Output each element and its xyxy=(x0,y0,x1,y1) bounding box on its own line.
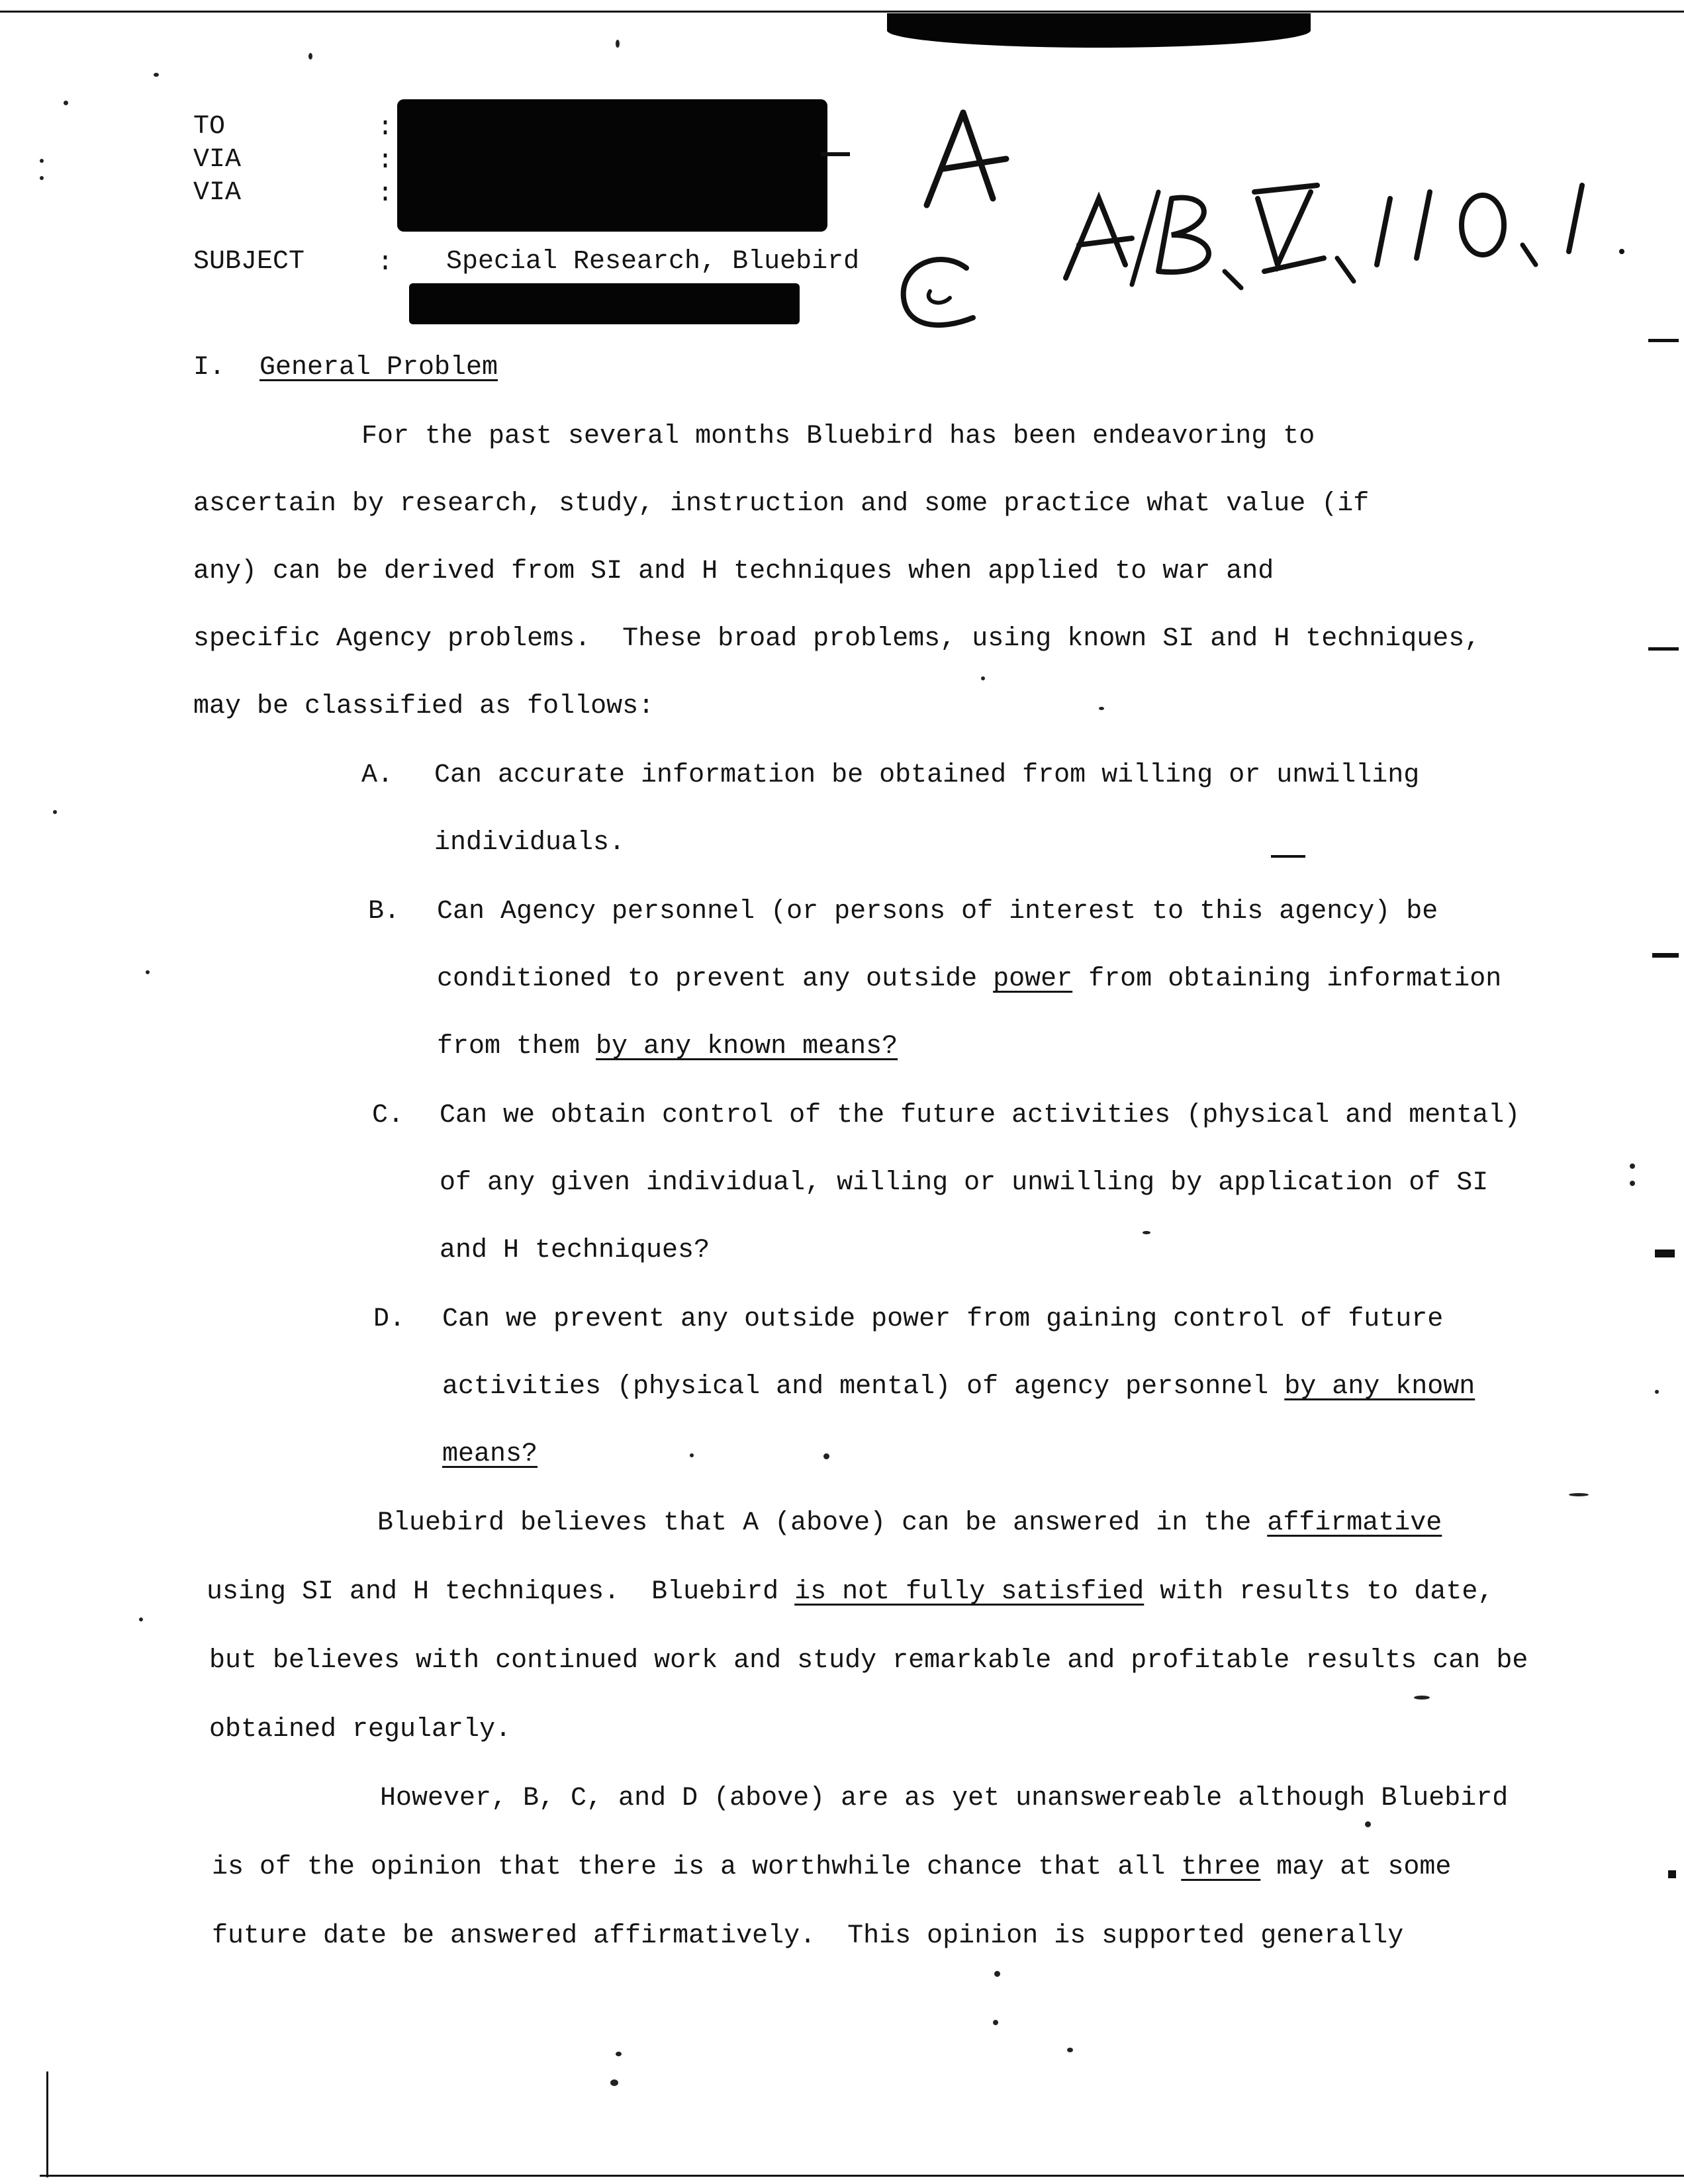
para3-line-1: However, B, C, and D (above) are as yet unanswereable although Bluebird xyxy=(380,1784,1509,1813)
speck xyxy=(994,1971,1000,1977)
speck xyxy=(154,73,159,77)
intro-line-4: specific Agency problems. These broad problems, using known SI and H techniques, xyxy=(193,624,1481,654)
to-label: TO xyxy=(193,112,226,142)
via-label-2: VIA xyxy=(193,178,242,208)
right-margin-mark-1 xyxy=(1648,339,1679,342)
para2-line-1 xyxy=(377,1510,1442,1537)
para3-line-2-end: may at some xyxy=(1260,1852,1452,1882)
speck xyxy=(690,1453,694,1457)
para2-underlined-affirmative: affirmative xyxy=(1267,1508,1442,1538)
handwriting-file-reference xyxy=(1059,172,1655,304)
item-b-line-1: Can Agency personnel (or persons of interest to this agency) be xyxy=(437,897,1438,927)
speck xyxy=(981,676,985,680)
right-margin-mark-3 xyxy=(1652,953,1679,958)
item-d-letter: D. xyxy=(373,1304,406,1334)
para2-line-2 xyxy=(207,1579,1493,1606)
right-margin-mark-2 xyxy=(1648,647,1679,651)
speck xyxy=(1630,1163,1635,1169)
item-d-underlined-known: by any known xyxy=(1284,1372,1475,1402)
item-b-line-2-end: from obtaining information xyxy=(1072,964,1502,994)
item-c-line-3: and H techniques? xyxy=(440,1236,710,1265)
subject-colon: : xyxy=(377,248,394,278)
intro-line-3: any) can be derived from SI and H techniques when applied to war and xyxy=(193,557,1274,586)
redaction-block-subject xyxy=(409,283,800,324)
item-c-letter: C. xyxy=(372,1101,404,1130)
item-c-line-2: of any given individual, willing or unwilling by application of SI xyxy=(440,1168,1489,1198)
para2-line-1-start: Bluebird believes that A (above) can be answered in the xyxy=(377,1508,1268,1538)
section-number: I. xyxy=(193,353,226,383)
handwriting-letter-c xyxy=(894,251,986,338)
item-a-line-2: individuals. xyxy=(434,828,626,858)
subject-label: SUBJECT xyxy=(193,247,305,277)
right-margin-mark-4 xyxy=(1655,1250,1675,1257)
item-d-line-2-start: activities (physical and mental) of agency personnel xyxy=(442,1372,1285,1402)
speck xyxy=(64,101,68,105)
subject-text: Special Research, Bluebird xyxy=(446,247,860,277)
item-d-line-2 xyxy=(442,1374,1475,1400)
item-b-line-2-start: conditioned to prevent any outside xyxy=(437,964,994,994)
item-c-line-1: Can we obtain control of the future activities (physical and mental) xyxy=(440,1101,1520,1130)
speck xyxy=(1365,1821,1371,1827)
speck xyxy=(1569,1493,1589,1496)
speck xyxy=(1143,1231,1150,1234)
item-d-line-3: means? xyxy=(442,1439,538,1469)
handwriting-letter-a xyxy=(913,106,1026,212)
to-colon: : xyxy=(377,113,394,143)
speck xyxy=(1099,707,1104,710)
top-border-line xyxy=(0,11,1684,13)
item-b-line-3-start: from them xyxy=(437,1032,596,1062)
item-a-letter: A. xyxy=(361,760,394,790)
via-colon-1: : xyxy=(377,146,394,176)
speck xyxy=(53,810,57,814)
via-colon-2: : xyxy=(377,179,394,209)
item-b-letter: B. xyxy=(368,897,400,927)
speck xyxy=(308,53,312,60)
speck xyxy=(610,2079,618,2086)
speck xyxy=(40,159,44,163)
speck xyxy=(139,1617,143,1621)
top-smudge xyxy=(887,13,1311,48)
intro-line-1: For the past several months Bluebird has been endeavoring to xyxy=(361,422,1315,451)
para2-line-2-start: using SI and H techniques. Bluebird xyxy=(207,1577,795,1607)
para3-line-2 xyxy=(212,1854,1451,1881)
para3-underlined-three: three xyxy=(1181,1852,1261,1882)
via-label-1: VIA xyxy=(193,145,242,175)
speck xyxy=(1067,2048,1073,2052)
speck xyxy=(823,1453,829,1459)
para2-line-2-end: with results to date, xyxy=(1144,1577,1494,1607)
intro-line-5: may be classified as follows: xyxy=(193,692,655,721)
redaction-tail-mark xyxy=(821,152,850,156)
speck xyxy=(146,970,150,974)
item-b-underlined-means: by any known means? xyxy=(596,1032,898,1062)
item-d-line-1: Can we prevent any outside power from gaining control of future xyxy=(442,1304,1444,1334)
bottom-border-line xyxy=(40,2175,1684,2177)
speck xyxy=(1414,1696,1430,1700)
right-margin-mark-5 xyxy=(1668,1870,1676,1878)
section-title: General Problem xyxy=(259,353,498,383)
para2-underlined-satisfied: is not fully satisfied xyxy=(794,1577,1145,1607)
intro-line-2: ascertain by research, study, instruction and some practice what value (if xyxy=(193,489,1370,519)
para3-line-3: future date be answered affirmatively. This opinion is supported generally xyxy=(212,1921,1404,1951)
speck xyxy=(1655,1390,1659,1394)
speck xyxy=(616,2052,622,2056)
item-b-line-2 xyxy=(437,966,1501,993)
item-b-line-3 xyxy=(437,1034,898,1060)
speck xyxy=(993,2020,998,2025)
item-a-dash-mark xyxy=(1271,855,1305,858)
para3-line-2-start: is of the opinion that there is a worthwhile chance that all xyxy=(212,1852,1182,1882)
para2-line-3: but believes with continued work and study remarkable and profitable results can be xyxy=(209,1646,1528,1676)
para2-line-4: obtained regularly. xyxy=(209,1715,512,1745)
item-a-line-1: Can accurate information be obtained from willing or unwilling xyxy=(434,760,1420,790)
speck xyxy=(40,176,44,180)
speck xyxy=(1630,1181,1635,1186)
speck xyxy=(616,40,620,48)
redaction-block-header xyxy=(397,99,827,232)
left-margin-mark xyxy=(46,2071,48,2177)
item-b-underlined-power: power xyxy=(993,964,1073,994)
